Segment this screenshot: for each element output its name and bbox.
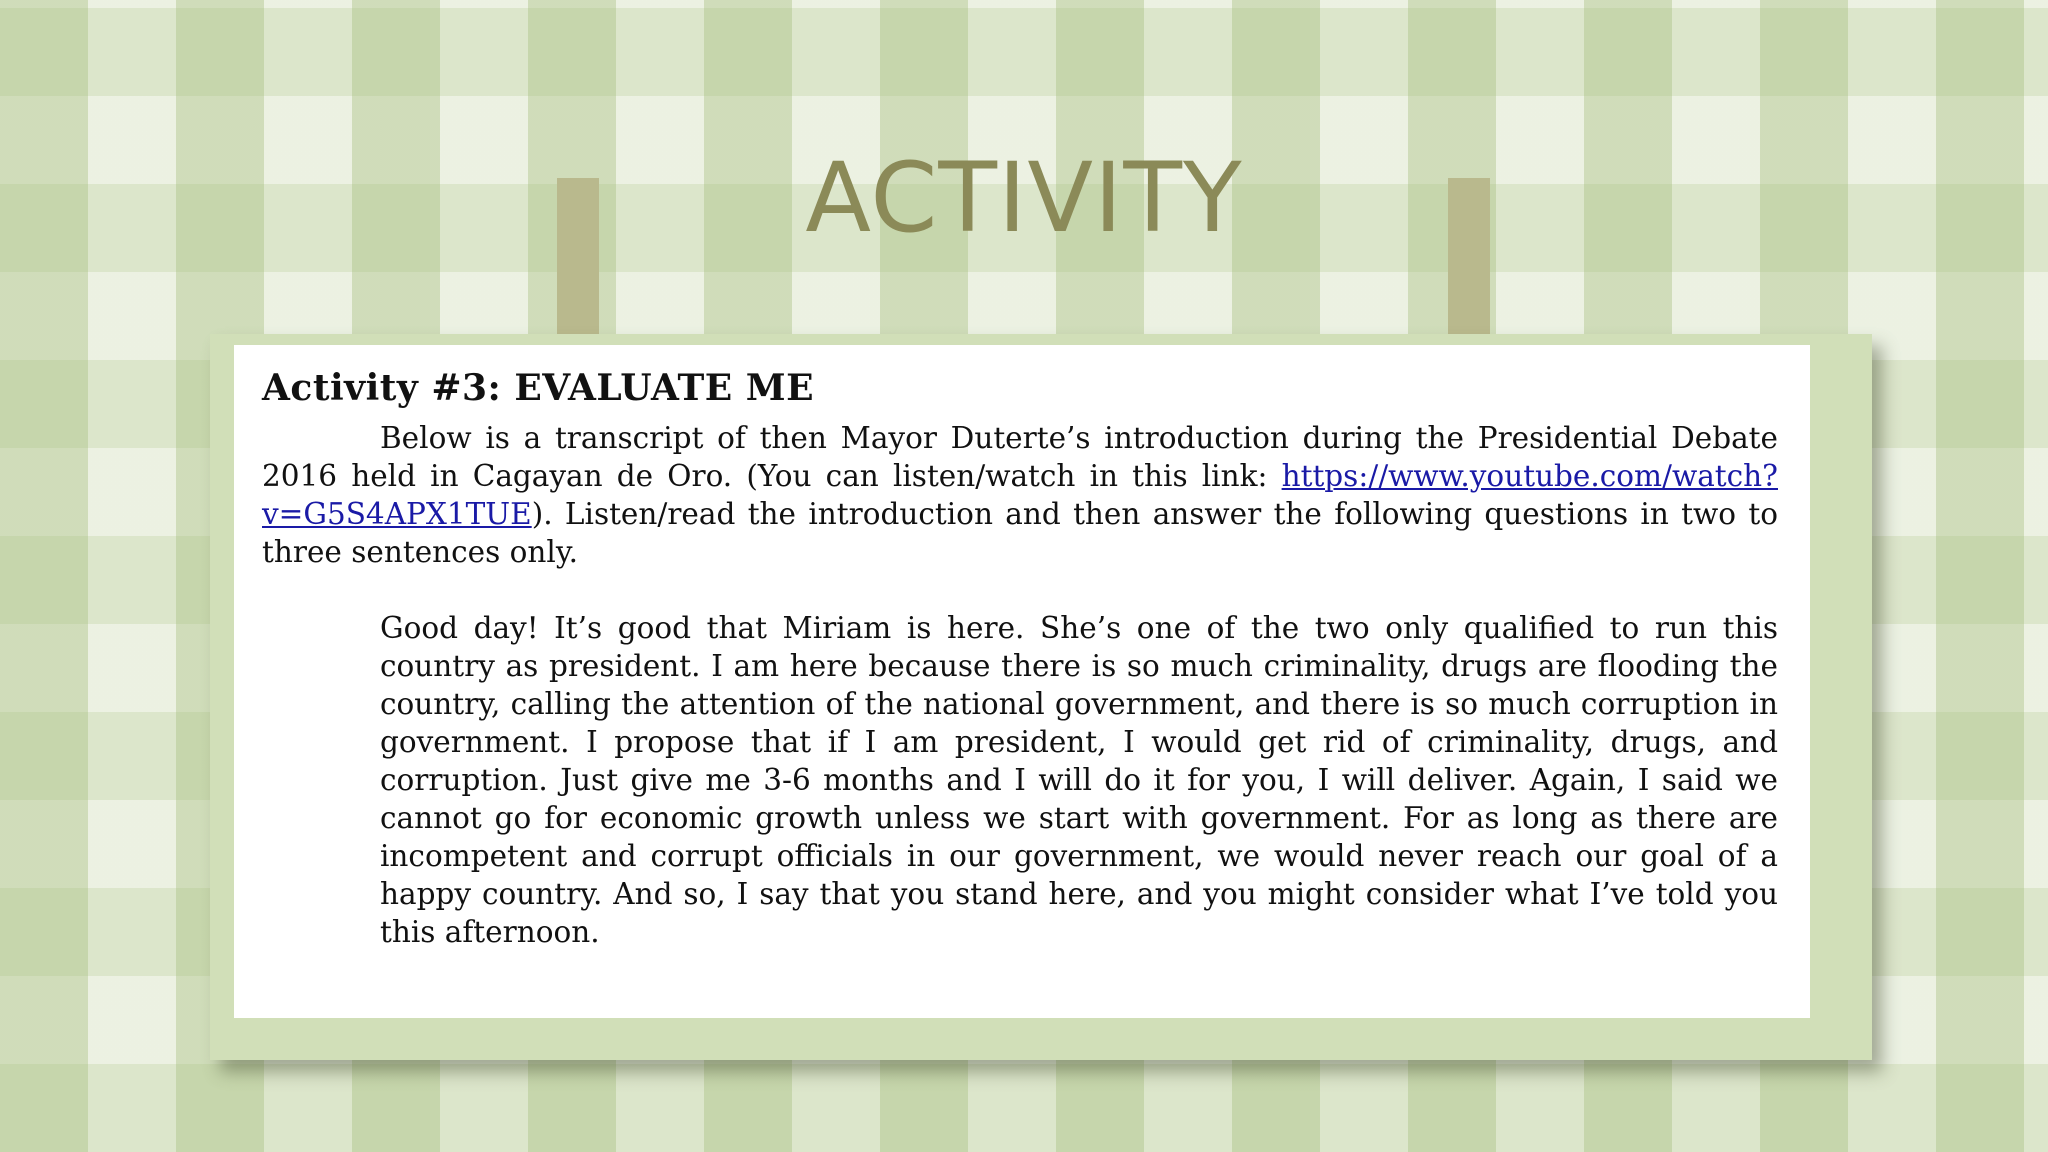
slide-title: ACTIVITY bbox=[805, 142, 1243, 254]
activity-heading: Activity #3: EVALUATE ME bbox=[262, 367, 815, 409]
youtube-link[interactable]: https://www.youtube.com/watch?v=G5S4APX1TUE bbox=[262, 459, 1778, 531]
activity-intro bbox=[262, 419, 1778, 571]
transcript-quote: Good day! It’s good that Miriam is here. She’s one of the two only qualified to run this country as president. I am here because there is so much criminality, drugs are flooding the country, calling the attention of the national government, and there is so much corruption in government. I propose that if I am president, I would get rid of criminality, drugs, and corruption. Just give me 3-6 months and I will do it for you, I will deliver. Again, I said we cannot go for economic growth unless we start with government. For as long as there are incompetent and corrupt officials in our government, we would never reach our goal of a happy country. And so, I say that you stand here, and you might consider what I’ve told you this afternoon. bbox=[380, 611, 1778, 949]
right-hanger-post bbox=[1448, 178, 1490, 338]
intro-text-before-link: Below is a transcript of then Mayor Duterte’s introduction during the Presidential Debate 2016 held in Cagayan de Oro. (You can listen/watch in this link: bbox=[262, 421, 1778, 493]
left-hanger-post bbox=[557, 178, 599, 338]
intro-text-after-link: ). Listen/read the introduction and then answer the following questions in two to three sentences only. bbox=[262, 497, 1778, 569]
activity-document bbox=[234, 345, 1810, 1018]
